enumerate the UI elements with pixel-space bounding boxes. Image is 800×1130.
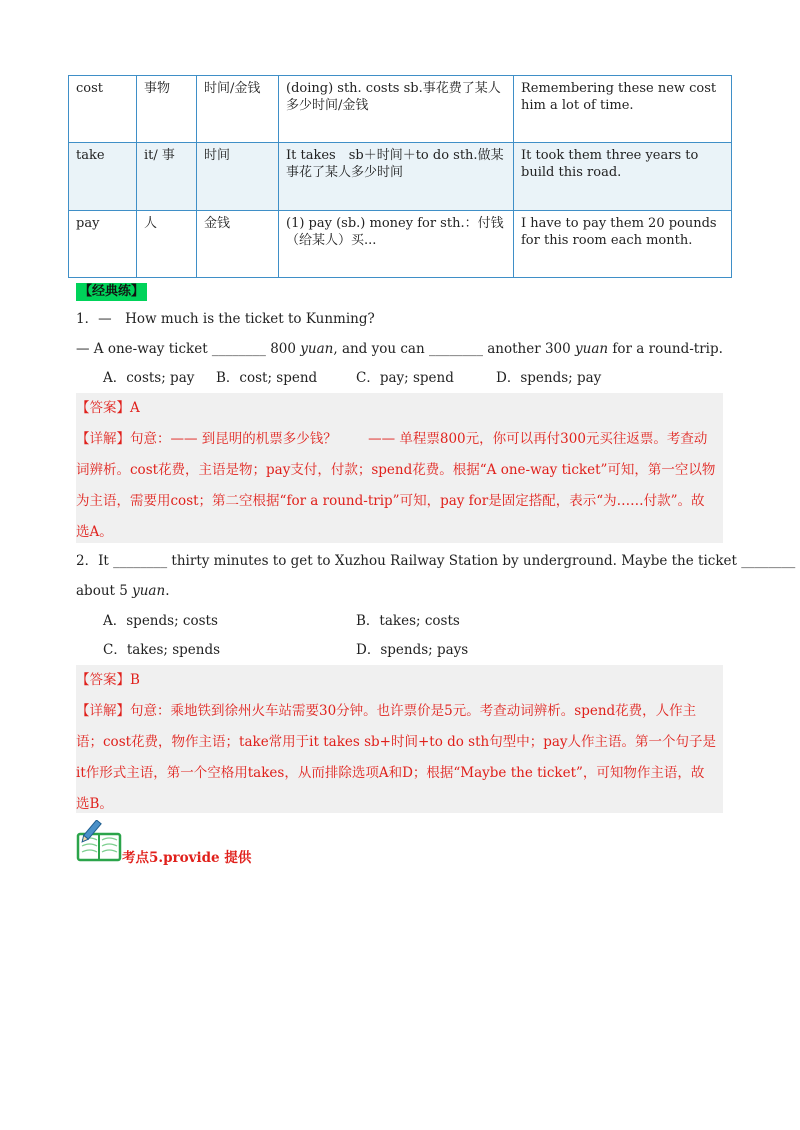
table-row	[69, 143, 732, 210]
question-1-stem: 1．— How much is the ticket to Kunming?	[76, 311, 375, 327]
q2-answer-box	[76, 665, 723, 813]
table-cell-word: pay	[69, 210, 137, 277]
q1-text-d: yuan	[575, 341, 609, 357]
table-cell-object: 时间/金钱	[197, 76, 279, 143]
table-cell-subject: 事物	[137, 76, 197, 143]
practice-badge: 【经典练】	[76, 283, 147, 301]
table-cell-subject: it/ 事	[137, 143, 197, 210]
table-cell-usage: It takes sb＋时间＋to do sth.做某事花了某人多少时间	[279, 143, 514, 210]
q1-text-a: — A one-way ticket ________ 800	[76, 341, 301, 357]
table-cell-object: 时间	[197, 143, 279, 210]
q1-option-a[interactable]: A．costs; pay	[103, 370, 195, 386]
table-cell-word: cost	[69, 76, 137, 143]
question-2-stem: 2．It ________ thirty minutes to get to Xuzhou Railway Station by underground. Maybe the ticket ________	[76, 553, 796, 569]
table-cell-subject: 人	[137, 210, 197, 277]
book-pencil-icon	[76, 820, 124, 862]
q2-text-b: yuan	[132, 583, 166, 599]
vocabulary-table	[68, 75, 732, 278]
q1-answer: 【答案】A	[76, 400, 140, 416]
table-cell-object: 金钱	[197, 210, 279, 277]
table-cell-example: I have to pay them 20 pounds for this room each month.	[514, 210, 732, 277]
q2-explanation: 【详解】句意：乘地铁到徐州火车站需要30分钟。也许票价是5元。考查动词辨析。spend花费，人作主语；cost花费，物作主语；take常用于it takes sb+时间+to do sth句型中；pay人作主语。第一个句子是it作形式主语，第一个空格用takes，从而排除选项A和D；根据“Maybe the ticket”，可知物作主语，故选B。	[76, 703, 717, 812]
question-2-line2	[76, 582, 169, 600]
q1-text-b: yuan	[300, 341, 334, 357]
section-title: 考点5.provide 提供	[122, 850, 252, 866]
table-cell-usage: (doing) sth. costs sb.事花费了某人多少时间/金钱	[279, 76, 514, 143]
q2-answer: 【答案】B	[76, 672, 140, 688]
q1-answer-box	[76, 393, 723, 543]
table-cell-example: It took them three years to build this road.	[514, 143, 732, 210]
q1-option-c[interactable]: C．pay; spend	[356, 370, 454, 386]
table-cell-example: Remembering these new cost him a lot of time.	[514, 76, 732, 143]
q1-text-c: , and you can ________ another 300	[333, 341, 576, 357]
q1-explanation: 【详解】句意：—— 到昆明的机票多少钱？ —— 单程票800元，你可以再付300元买往返票。考查动词辨析。cost花费，主语是物；pay支付，付款；spend花费。根据“A one-way ticket”可知，第一空以物为主语，需要用cost；第二空根据“for a round-trip”可知，pay for是固定搭配，表示“为……付款”。故选A。	[76, 431, 716, 540]
q2-option-b[interactable]: B．takes; costs	[356, 613, 460, 629]
q2-option-a[interactable]: A．spends; costs	[103, 613, 218, 629]
q1-text-e: for a round-trip.	[608, 341, 723, 357]
table-cell-usage: (1) pay (sb.) money for sth.：付钱（给某人）买...	[279, 210, 514, 277]
table-row	[69, 76, 732, 143]
table-cell-word: take	[69, 143, 137, 210]
table-row	[69, 210, 732, 277]
question-1-line2	[76, 340, 723, 358]
q2-text-a: about 5	[76, 583, 133, 599]
q2-option-d[interactable]: D．spends; pays	[356, 642, 469, 658]
q2-option-c[interactable]: C．takes; spends	[103, 642, 221, 658]
q1-option-d[interactable]: D．spends; pay	[496, 370, 602, 386]
q2-text-c: .	[165, 583, 170, 599]
q1-option-b[interactable]: B．cost; spend	[216, 370, 318, 386]
